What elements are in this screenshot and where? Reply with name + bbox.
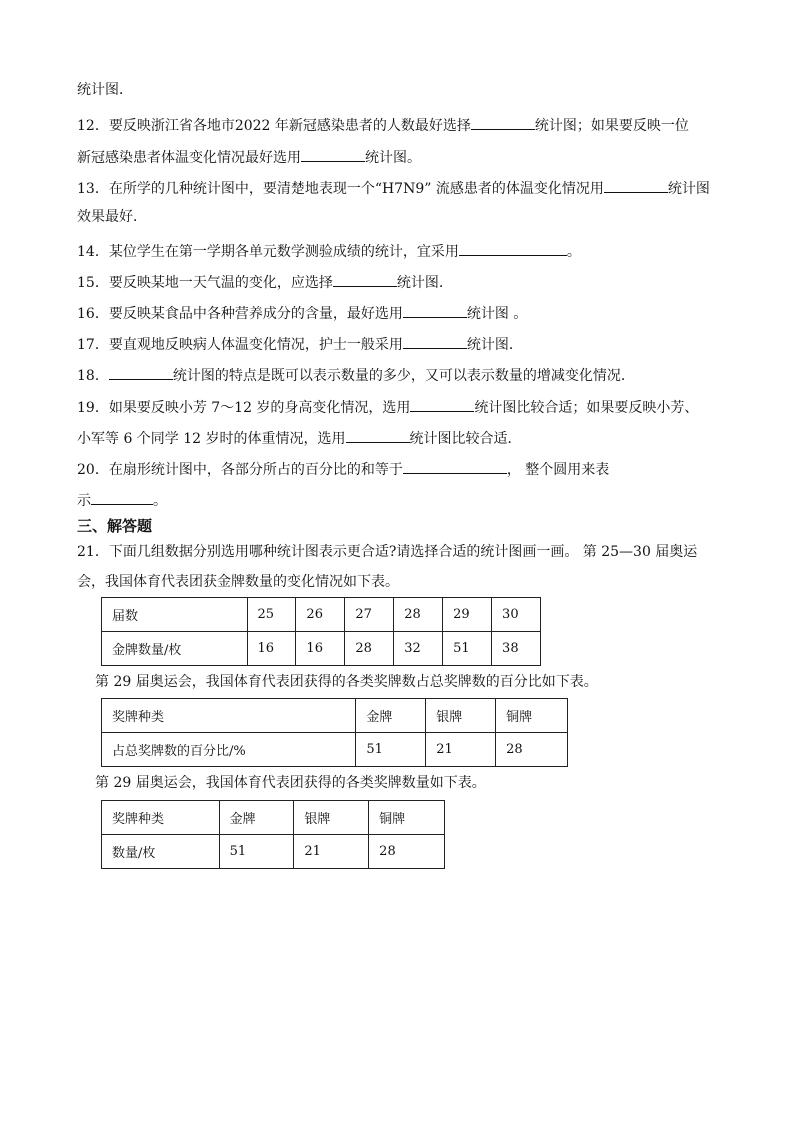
table-cell: 金牌 — [219, 801, 294, 835]
question-21-line2 — [77, 572, 727, 592]
table-cell: 数量/枚 — [102, 835, 220, 869]
table-cell: 铜牌 — [496, 699, 568, 733]
table-cell: 28 — [394, 598, 443, 632]
question-12-text-2: 统计图；如果要反映一位 — [534, 118, 689, 134]
answer-blank[interactable] — [91, 488, 153, 505]
question-20-text-4: 。 — [153, 493, 167, 509]
table-row — [102, 598, 541, 632]
question-13-text-2: 统计图 — [667, 181, 710, 197]
question-12-text: 12．要反映浙江省各地市2022 年新冠感染患者的人数最好选择 — [77, 118, 471, 134]
table-cell: 占总奖牌数的百分比/% — [102, 733, 356, 767]
table-cell: 25 — [247, 598, 296, 632]
question-17-line — [77, 332, 727, 355]
caption-text: 第 29 届奥运会，我国体育代表团获得的各类奖牌数量如下表。 — [95, 775, 486, 791]
answer-blank[interactable] — [333, 270, 397, 287]
table-row — [102, 699, 568, 733]
question-21-line1 — [77, 542, 727, 562]
table-row — [102, 801, 445, 835]
table-cell: 30 — [492, 598, 541, 632]
table-cell: 16 — [296, 632, 345, 666]
answer-blank[interactable] — [109, 363, 173, 380]
question-19-text-3: 小军等 6 个同学 12 岁时的体重情况，选用 — [77, 431, 346, 447]
question-15-line — [77, 270, 727, 293]
question-12-line1 — [77, 113, 727, 136]
table-row — [102, 632, 541, 666]
answer-blank[interactable] — [410, 395, 474, 412]
answer-blank[interactable] — [604, 176, 668, 193]
table-cell: 16 — [247, 632, 296, 666]
table-cell: 28 — [345, 632, 394, 666]
table-cell: 21 — [294, 835, 369, 869]
table-cell: 26 — [296, 598, 345, 632]
question-20-text: 20．在扇形统计图中，各部分所占的百分比的和等于 — [77, 462, 403, 478]
question-20-text-2: ， 整个圆用来表 — [506, 462, 610, 478]
question-16-line — [77, 301, 727, 324]
table-row — [102, 733, 568, 767]
question-12-text-3: 新冠感染患者体温变化情况最好选用 — [77, 150, 301, 166]
answer-blank[interactable] — [346, 426, 410, 443]
question-14-text-2: 。 — [566, 244, 581, 260]
question-19-text-4: 统计图比较合适． — [409, 431, 522, 447]
section-heading: 三、解答题 — [77, 517, 153, 535]
question-12-text-4: 统计图。 — [365, 150, 421, 166]
question-20-text-3: 示 — [77, 493, 91, 509]
question-19-line2 — [77, 426, 727, 449]
table-cell: 28 — [369, 835, 445, 869]
table-cell: 届数 — [102, 598, 248, 632]
answer-blank[interactable] — [403, 301, 467, 318]
question-21-text: 21．下面几组数据分别选用哪种统计图表示更合适?请选择合适的统计图画一画。 第 25—30 届奥运 — [77, 544, 698, 560]
question-17-text-2: 统计图． — [466, 337, 523, 353]
question-19-text-2: 统计图比较合适；如果要反映小芳、 — [474, 400, 699, 416]
table-cell: 27 — [345, 598, 394, 632]
table-cell: 奖牌种类 — [102, 801, 220, 835]
question-14-text: 14．某位学生在第一学期各单元数学测验成绩的统计，宜采用 — [77, 244, 459, 260]
table-cell: 银牌 — [294, 801, 369, 835]
gold-medal-table — [101, 597, 541, 666]
question-18-text: 18． — [77, 368, 109, 384]
question-17-text: 17．要直观地反映病人体温变化情况，护士一般采用 — [77, 337, 403, 353]
table-cell: 银牌 — [426, 699, 496, 733]
question-12-line2 — [77, 145, 727, 168]
table-cell: 51 — [443, 632, 492, 666]
table-cell: 奖牌种类 — [102, 699, 356, 733]
table-cell: 51 — [219, 835, 294, 869]
question-20-line1 — [77, 457, 727, 480]
question-13-line2 — [77, 207, 727, 227]
caption-text: 第 29 届奥运会，我国体育代表团获得的各类奖牌数占总奖牌数的百分比如下表。 — [95, 674, 598, 690]
medal-count-table — [101, 800, 445, 869]
answer-blank[interactable] — [471, 113, 535, 130]
table-3-caption — [95, 773, 745, 793]
question-13-text-3: 效果最好． — [77, 209, 147, 225]
question-20-line2 — [77, 488, 727, 511]
table-2-caption — [95, 672, 745, 692]
question-21-text-2: 会，我国体育代表团获金牌数量的变化情况如下表。 — [77, 574, 399, 590]
question-15-text-2: 统计图. — [396, 275, 444, 291]
question-16-text-2: 统计图 。 — [466, 306, 528, 322]
question-13-line1 — [77, 176, 727, 199]
line-text: 统计图． — [77, 82, 133, 98]
medal-percentage-table — [101, 698, 568, 767]
table-cell: 铜牌 — [369, 801, 445, 835]
table-cell: 32 — [394, 632, 443, 666]
table-cell: 38 — [492, 632, 541, 666]
question-18-text-2: 统计图的特点是既可以表示数量的多少，又可以表示数量的增减变化情况． — [172, 368, 635, 384]
question-15-text: 15．要反映某地一天气温的变化，应选择 — [77, 275, 333, 291]
answer-blank[interactable] — [403, 332, 467, 349]
table-cell: 51 — [356, 733, 426, 767]
table-cell: 28 — [496, 733, 568, 767]
question-18-line — [77, 363, 727, 386]
table-row — [102, 835, 445, 869]
question-19-text: 19．如果要反映小芳 7～12 岁的身高变化情况，选用 — [77, 400, 411, 416]
answer-blank[interactable] — [459, 239, 567, 256]
table-cell: 金牌数量/枚 — [102, 632, 248, 666]
table-cell: 金牌 — [356, 699, 426, 733]
question-16-text: 16．要反映某食品中各种营养成分的含量，最好选用 — [77, 306, 403, 322]
question-14-line — [77, 239, 727, 262]
question-19-line1 — [77, 395, 727, 418]
table-cell: 29 — [443, 598, 492, 632]
question-13-text: 13．在所学的几种统计图中，要清楚地表现一个“H7N9” 流感患者的体温变化情况用 — [77, 181, 604, 197]
answer-blank[interactable] — [403, 457, 507, 474]
text-line — [77, 80, 727, 100]
answer-blank[interactable] — [301, 145, 365, 162]
table-cell: 21 — [426, 733, 496, 767]
